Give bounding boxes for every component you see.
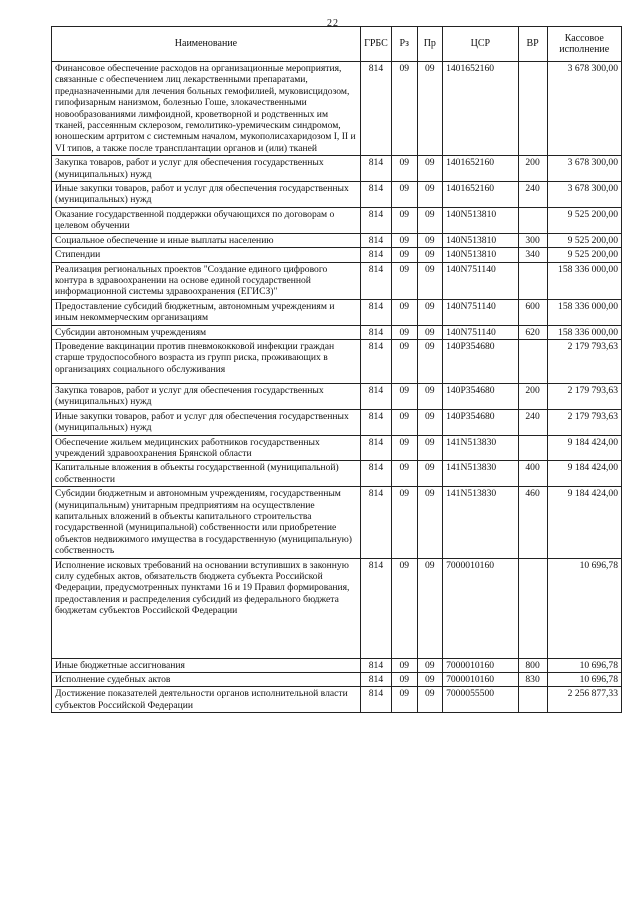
cell-csr: 7000055500	[443, 687, 519, 713]
header-rz: Рз	[391, 27, 417, 62]
cell-vr: 200	[518, 156, 547, 182]
cell-pr: 09	[417, 339, 443, 383]
cell-pr: 09	[417, 487, 443, 558]
cell-grbs: 814	[360, 435, 391, 461]
cell-name: Исполнение судебных актов	[52, 673, 361, 687]
cell-rz: 09	[391, 156, 417, 182]
cell-csr: 1401652160	[443, 182, 519, 208]
cell-rz: 09	[391, 435, 417, 461]
cell-csr: 140P354680	[443, 409, 519, 435]
cell-amount: 2 256 877,33	[547, 687, 622, 713]
table-row	[52, 182, 622, 208]
cell-pr: 09	[417, 156, 443, 182]
cell-name: Обеспечение жильем медицинских работников государственных учреждений здравоохранения Брянской области	[52, 435, 361, 461]
cell-vr: 240	[518, 409, 547, 435]
table-row	[52, 339, 622, 383]
table-row	[52, 383, 622, 409]
cell-vr	[518, 62, 547, 156]
cell-amount: 9 525 200,00	[547, 248, 622, 262]
cell-rz: 09	[391, 487, 417, 558]
cell-pr: 09	[417, 461, 443, 487]
cell-csr: 7000010160	[443, 658, 519, 672]
cell-rz: 09	[391, 687, 417, 713]
cell-csr: 140N751140	[443, 262, 519, 299]
table-row	[52, 658, 622, 672]
cell-csr: 140N751140	[443, 299, 519, 325]
cell-grbs: 814	[360, 658, 391, 672]
cell-vr: 240	[518, 182, 547, 208]
cell-rz: 09	[391, 262, 417, 299]
cell-name: Реализация региональных проектов "Создание единого цифрового контура в здравоохранении на основе единой государственной информационной системы здравоохранения (ЕГИСЗ)"	[52, 262, 361, 299]
cell-amount: 10 696,78	[547, 558, 622, 658]
cell-vr	[518, 558, 547, 658]
cell-rz: 09	[391, 461, 417, 487]
cell-csr: 141N513830	[443, 435, 519, 461]
table-row	[52, 461, 622, 487]
cell-pr: 09	[417, 409, 443, 435]
cell-amount: 9 184 424,00	[547, 461, 622, 487]
header-amount: Кассовое исполнение	[547, 27, 622, 62]
cell-csr: 140N513810	[443, 233, 519, 247]
cell-rz: 09	[391, 325, 417, 339]
cell-amount: 10 696,78	[547, 658, 622, 672]
page-number: 22	[327, 18, 339, 29]
cell-amount: 10 696,78	[547, 673, 622, 687]
cell-grbs: 814	[360, 487, 391, 558]
cell-amount: 2 179 793,63	[547, 409, 622, 435]
cell-pr: 09	[417, 262, 443, 299]
cell-vr: 830	[518, 673, 547, 687]
table-row	[52, 673, 622, 687]
cell-grbs: 814	[360, 673, 391, 687]
cell-rz: 09	[391, 182, 417, 208]
cell-vr	[518, 435, 547, 461]
table-row	[52, 262, 622, 299]
cell-amount: 9 525 200,00	[547, 207, 622, 233]
table-row	[52, 207, 622, 233]
cell-rz: 09	[391, 558, 417, 658]
cell-csr: 140P354680	[443, 339, 519, 383]
cell-vr	[518, 262, 547, 299]
table-row	[52, 248, 622, 262]
table-row	[52, 558, 622, 658]
cell-name: Социальное обеспечение и иные выплаты населению	[52, 233, 361, 247]
header-grbs: ГРБС	[360, 27, 391, 62]
cell-csr: 141N513830	[443, 461, 519, 487]
cell-pr: 09	[417, 673, 443, 687]
cell-grbs: 814	[360, 62, 391, 156]
cell-vr: 340	[518, 248, 547, 262]
cell-pr: 09	[417, 325, 443, 339]
table-header-row	[52, 27, 622, 62]
cell-name: Предоставление субсидий бюджетным, автономным учреждениям и иным некоммерческим организациям	[52, 299, 361, 325]
cell-pr: 09	[417, 383, 443, 409]
cell-csr: 7000010160	[443, 673, 519, 687]
cell-vr: 800	[518, 658, 547, 672]
cell-name: Закупка товаров, работ и услуг для обеспечения государственных (муниципальных) нужд	[52, 156, 361, 182]
cell-vr: 400	[518, 461, 547, 487]
cell-pr: 09	[417, 687, 443, 713]
cell-csr: 1401652160	[443, 156, 519, 182]
cell-rz: 09	[391, 673, 417, 687]
cell-grbs: 814	[360, 325, 391, 339]
cell-csr: 140N751140	[443, 325, 519, 339]
cell-grbs: 814	[360, 461, 391, 487]
cell-rz: 09	[391, 409, 417, 435]
table-row	[52, 435, 622, 461]
table-row	[52, 156, 622, 182]
budget-execution-table	[51, 26, 622, 713]
cell-grbs: 814	[360, 156, 391, 182]
cell-csr: 140P354680	[443, 383, 519, 409]
cell-grbs: 814	[360, 299, 391, 325]
table-row	[52, 233, 622, 247]
table-row	[52, 409, 622, 435]
cell-vr: 600	[518, 299, 547, 325]
cell-pr: 09	[417, 62, 443, 156]
cell-name: Исполнение исковых требований на основании вступивших в законную силу судебных актов, обязательств бюджета субъекта Российской Федерации, предусмотренных пунктами 16 и 19 Правил формирования, предоставления и распределения субсидий из федерального бюджета бюджетам субъектов Российской Федерации	[52, 558, 361, 658]
cell-vr: 200	[518, 383, 547, 409]
cell-amount: 9 525 200,00	[547, 233, 622, 247]
table-row	[52, 687, 622, 713]
cell-grbs: 814	[360, 262, 391, 299]
cell-rz: 09	[391, 207, 417, 233]
cell-csr: 140N513810	[443, 207, 519, 233]
cell-rz: 09	[391, 62, 417, 156]
cell-pr: 09	[417, 299, 443, 325]
cell-pr: 09	[417, 558, 443, 658]
table-row	[52, 299, 622, 325]
cell-grbs: 814	[360, 182, 391, 208]
cell-rz: 09	[391, 658, 417, 672]
cell-grbs: 814	[360, 687, 391, 713]
cell-name: Субсидии бюджетным и автономным учреждениям, государственным (муниципальным) унитарным предприятиям на осуществление капитальных вложений в объекты капитального строительства государственной (муниципальной) собственности или приобретение объектов недвижимого имущества в государственную (муниципальную) собственность	[52, 487, 361, 558]
cell-name: Закупка товаров, работ и услуг для обеспечения государственных (муниципальных) нужд	[52, 383, 361, 409]
cell-amount: 2 179 793,63	[547, 383, 622, 409]
cell-vr: 460	[518, 487, 547, 558]
cell-amount: 2 179 793,63	[547, 339, 622, 383]
cell-name: Капитальные вложения в объекты государственной (муниципальной) собственности	[52, 461, 361, 487]
cell-csr: 7000010160	[443, 558, 519, 658]
cell-rz: 09	[391, 233, 417, 247]
cell-grbs: 814	[360, 233, 391, 247]
cell-name: Проведение вакцинации против пневмококковой инфекции граждан старше трудоспособного возраста из групп риска, проживающих в организациях социального обслуживания	[52, 339, 361, 383]
cell-vr	[518, 339, 547, 383]
cell-pr: 09	[417, 248, 443, 262]
cell-name: Иные закупки товаров, работ и услуг для обеспечения государственных (муниципальных) нужд	[52, 182, 361, 208]
cell-name: Оказание государственной поддержки обучающихся по договорам о целевом обучении	[52, 207, 361, 233]
cell-pr: 09	[417, 182, 443, 208]
cell-rz: 09	[391, 248, 417, 262]
cell-grbs: 814	[360, 339, 391, 383]
cell-rz: 09	[391, 383, 417, 409]
table-row	[52, 487, 622, 558]
cell-name: Достижение показателей деятельности органов исполнительной власти субъектов Российской Федерации	[52, 687, 361, 713]
table-row	[52, 325, 622, 339]
cell-vr: 300	[518, 233, 547, 247]
cell-grbs: 814	[360, 207, 391, 233]
cell-vr: 620	[518, 325, 547, 339]
cell-csr: 141N513830	[443, 487, 519, 558]
cell-grbs: 814	[360, 383, 391, 409]
cell-csr: 1401652160	[443, 62, 519, 156]
cell-amount: 158 336 000,00	[547, 262, 622, 299]
header-vr: ВР	[518, 27, 547, 62]
cell-rz: 09	[391, 339, 417, 383]
cell-amount: 158 336 000,00	[547, 325, 622, 339]
cell-pr: 09	[417, 658, 443, 672]
cell-amount: 3 678 300,00	[547, 156, 622, 182]
cell-pr: 09	[417, 233, 443, 247]
cell-name: Иные закупки товаров, работ и услуг для обеспечения государственных (муниципальных) нужд	[52, 409, 361, 435]
cell-amount: 9 184 424,00	[547, 435, 622, 461]
cell-rz: 09	[391, 299, 417, 325]
cell-name: Стипендии	[52, 248, 361, 262]
cell-grbs: 814	[360, 409, 391, 435]
header-pr: Пр	[417, 27, 443, 62]
cell-vr	[518, 687, 547, 713]
table-row	[52, 62, 622, 156]
cell-vr	[518, 207, 547, 233]
cell-amount: 3 678 300,00	[547, 182, 622, 208]
cell-amount: 9 184 424,00	[547, 487, 622, 558]
cell-amount: 158 336 000,00	[547, 299, 622, 325]
cell-grbs: 814	[360, 248, 391, 262]
cell-pr: 09	[417, 435, 443, 461]
cell-name: Финансовое обеспечение расходов на организационные мероприятия, связанные с обеспечением лиц лекарственными препаратами, предназначенными для лечения больных гемофилией, муковисцидозом, гипофизарным нанизмом, болезнью Гоше, злокачественными новообразованиями лимфоидной, кроветворной и родственных им тканей, рассеянным склерозом, гемолитико-уремическим синдромом, юношеским артритом с системным началом, мукополисахаридозом I, II и VI типов, а также после трансплантации органов и (или) тканей	[52, 62, 361, 156]
cell-csr: 140N513810	[443, 248, 519, 262]
cell-grbs: 814	[360, 558, 391, 658]
cell-name: Субсидии автономным учреждениям	[52, 325, 361, 339]
cell-pr: 09	[417, 207, 443, 233]
cell-name: Иные бюджетные ассигнования	[52, 658, 361, 672]
header-csr: ЦСР	[443, 27, 519, 62]
header-name: Наименование	[52, 27, 361, 62]
cell-amount: 3 678 300,00	[547, 62, 622, 156]
